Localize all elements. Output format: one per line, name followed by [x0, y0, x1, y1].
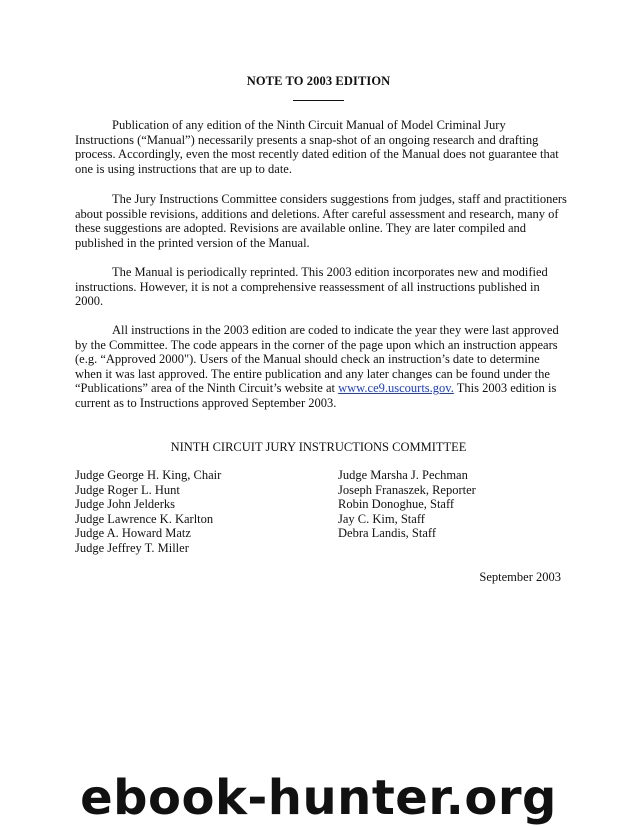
- title-underline: [293, 100, 344, 101]
- paragraph-approval-codes-tail: This 2003 edition is current as to Instructions approved September 2003.: [75, 381, 557, 410]
- committee-member: Joseph Franaszek, Reporter: [338, 482, 476, 497]
- committee-member: Judge A. Howard Matz: [75, 526, 191, 541]
- committee-members-left: [75, 468, 221, 556]
- page-title: NOTE TO 2003 EDITION: [246, 74, 391, 88]
- committee-member: Jay C. Kim, Staff: [338, 511, 425, 526]
- paragraph-reprint: The Manual is periodically reprinted. This 2003 edition incorporates new and modified instructions. However, it is not a comprehensive reassessment of all instructions published in 2000.: [75, 265, 548, 309]
- committee-member: Debra Landis, Staff: [338, 526, 437, 541]
- committee-member: Judge George H. King, Chair: [75, 468, 222, 482]
- committee-member: Judge Roger L. Hunt: [75, 482, 180, 497]
- committee-member: Judge Marsha J. Pechman: [338, 468, 468, 482]
- paragraph-committee-suggestions: The Jury Instructions Committee considers suggestions from judges, staff and practitioners about possible revisions, additions and deletions. After careful assessment and research, many of these suggestions are adopted. Revisions are available online. They are later compiled and published in the printed version of the Manual.: [75, 192, 567, 250]
- committee-heading: NINTH CIRCUIT JURY INSTRUCTIONS COMMITTEE: [170, 440, 467, 454]
- committee-member: Judge Jeffrey T. Miller: [75, 540, 189, 555]
- committee-member: Robin Donoghue, Staff: [338, 497, 455, 512]
- committee-member: Judge John Jelderks: [75, 497, 175, 512]
- website-link[interactable]: www.ce9.uscourts.gov.: [338, 381, 454, 396]
- paragraph-publication: Publication of any edition of the Ninth Circuit Manual of Model Criminal Jury Instructions (“Manual”) necessarily presents a snap-shot of an ongoing research and drafting process. Accordingly, even the most recently dated edition of the Manual does not guarantee that one is using instructions that are up to date.: [75, 118, 559, 176]
- paragraph-approval-codes-text: All instructions in the 2003 edition are coded to indicate the year they were last approved by the Committee. The code appears in the corner of the page upon which an instruction appears (e.g. “Approved 2000"). Users of the Manual should check an instruction’s date to determine when it was last approved. The entire publication and any later changes can be found under the “Publications” area of the Ninth Circuit’s website at: [75, 323, 559, 396]
- committee-member: Judge Lawrence K. Karlton: [75, 511, 214, 526]
- paragraph-approval-codes: [75, 323, 567, 411]
- watermark-text: ebook-hunter.org: [80, 770, 557, 826]
- document-date: September 2003: [479, 570, 561, 584]
- committee-members-right: [338, 468, 476, 541]
